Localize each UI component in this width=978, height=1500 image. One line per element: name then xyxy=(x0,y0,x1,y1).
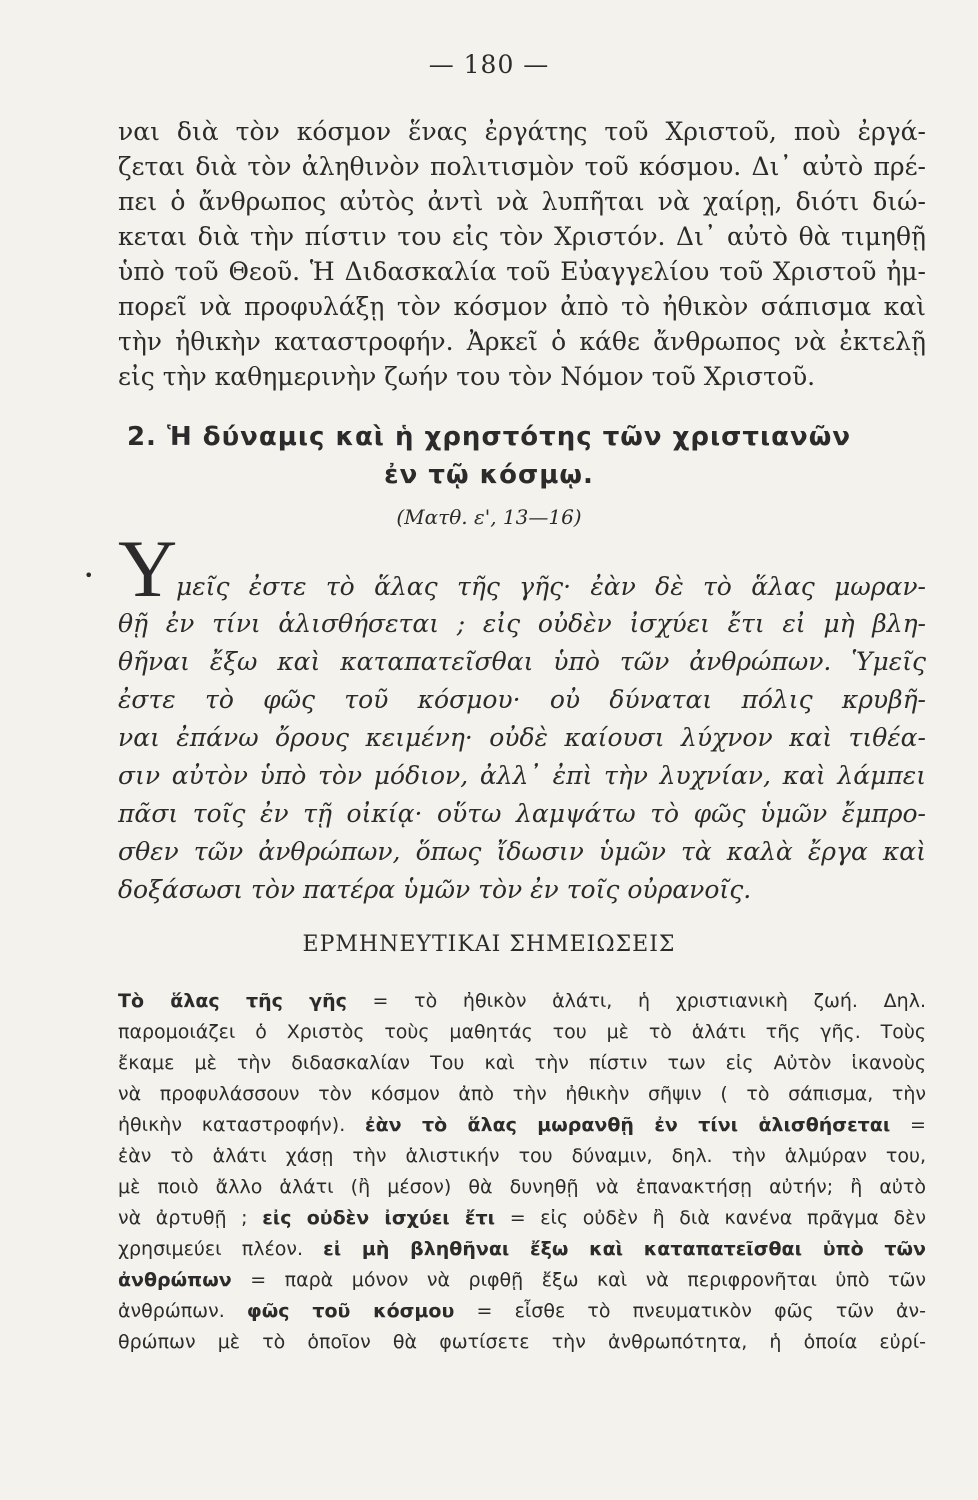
note-line xyxy=(118,1019,926,1045)
paragraph-line: πορεῖ νὰ προφυλάξῃ τὸν κόσμον ἀπὸ τὸ ἠθικὸν σάπισμα καὶ xyxy=(118,292,926,321)
paragraph-line: εἰς τὴν καθημερινὴν ζωήν του τὸν Νόμον τοῦ Χριστοῦ. xyxy=(118,362,816,391)
quote-line: ἐστε τὸ φῶς τοῦ κόσμου· οὐ δύναται πόλις κρυβῆ- xyxy=(118,685,926,714)
paragraph-line: κεται διὰ τὴν πίστιν του εἰς τὸν Χριστόν. Δι᾽ αὐτὸ θὰ τιμηθῇ xyxy=(118,222,926,251)
note-text: χρησιμεύει πλέον. xyxy=(118,1238,324,1260)
quote-line: σθεν τῶν ἀνθρώπων, ὅπως ἴδωσιν ὑμῶν τὰ καλὰ ἔργα καὶ xyxy=(118,837,926,866)
quote-line: μεῖς ἐστε τὸ ἅλας τῆς γῆς· ἐὰν δὲ τὸ ἅλας μωραν- xyxy=(176,572,926,601)
note-term: ἀνθρώπων xyxy=(118,1269,232,1291)
note-text: = εἶσθε τὸ πνευματικὸν φῶς τῶν ἀν- xyxy=(454,1300,926,1322)
note-text: παρομοιάζει ὁ Χριστὸς τοὺς μαθητάς του μὲ τὸ ἁλάτι τῆς γῆς. Τοὺς xyxy=(118,1021,926,1043)
paragraph-line: πει ὁ ἄνθρωπος αὐτὸς ἀντὶ νὰ λυπῆται νὰ χαίρῃ, διότι διώ- xyxy=(118,187,926,216)
notes-title: ΕΡΜΗΝΕΥΤΙΚΑΙ ΣΗΜΕΙΩΣΕΙΣ xyxy=(302,932,676,957)
note-text: θρώπων μὲ τὸ ὁποῖον θὰ φωτίσετε τὴν ἀνθρωπότητα, ἡ ὁποία εὐρί- xyxy=(118,1331,926,1353)
note-line xyxy=(118,1205,926,1231)
note-text: = παρὰ μόνον νὰ ριφθῇ ἔξω καὶ νὰ περιφρονῆται ὑπὸ τῶν xyxy=(231,1269,926,1291)
quote-line: ναι ἐπάνω ὄρους κειμένη· οὐδὲ καίουσι λύχνον καὶ τιθέα- xyxy=(118,723,926,752)
note-term: Τὸ ἅλας τῆς γῆς xyxy=(118,990,347,1012)
quote-line: δοξάσωσι τὸν πατέρα ὑμῶν τὸν ἐν τοῖς οὐρανοῖς. xyxy=(118,875,752,904)
note-line xyxy=(118,1298,926,1324)
note-line xyxy=(118,1236,926,1262)
drop-capital: Υ xyxy=(118,523,178,614)
note-term: φῶς τοῦ κόσμου xyxy=(246,1300,455,1322)
quote-line: θῇ ἐν τίνι ἁλισθήσεται ; εἰς οὐδὲν ἰσχύει ἔτι εἰ μὴ βλη- xyxy=(118,609,926,638)
section-heading-continued: ἐν τῷ κόσμῳ. xyxy=(384,460,594,490)
page-number: — 180 — xyxy=(428,50,550,79)
note-line xyxy=(118,1112,926,1138)
note-text: ἀνθρώπων. xyxy=(118,1300,247,1322)
note-line xyxy=(118,1050,926,1076)
paragraph-line: ναι διὰ τὸν κόσμον ἕνας ἐργάτης τοῦ Χριστοῦ, ποὺ ἐργά- xyxy=(118,117,926,146)
note-line xyxy=(118,1143,926,1169)
note-text: μὲ ποιὸ ἄλλο ἁλάτι (ἢ μέσον) θὰ δυνηθῇ νὰ ἐπανακτήσῃ αὐτήν; ἢ αὐτὸ xyxy=(118,1176,926,1198)
paragraph-line: τὴν ἠθικὴν καταστροφήν. Ἀρκεῖ ὁ κάθε ἄνθρωπος νὰ ἐκτελῇ xyxy=(118,327,926,356)
note-text: = τὸ ἠθικὸν ἁλάτι, ἡ χριστιανικὴ ζωή. Δηλ. xyxy=(346,990,926,1012)
paragraph-line: ὑπὸ τοῦ Θεοῦ. Ἡ Διδασκαλία τοῦ Εὐαγγελίου τοῦ Χριστοῦ ἠμ- xyxy=(118,257,926,286)
note-term: εἰς οὐδὲν ἰσχύει ἔτι xyxy=(262,1207,496,1229)
note-text: ἔκαμε μὲ τὴν διδασκαλίαν Του καὶ τὴν πίστιν των εἰς Αὐτὸν ἱκανοὺς xyxy=(118,1052,926,1074)
margin-mark: • xyxy=(84,566,94,585)
note-term: εἰ μὴ βληθῆναι ἔξω καὶ καταπατεῖσθαι ὑπὸ τῶν xyxy=(323,1238,926,1260)
note-text: νὰ ἀρτυθῇ ; xyxy=(118,1207,263,1229)
note-text: ἐὰν τὸ ἁλάτι χάσῃ τὴν ἁλιστικήν του δύναμιν, δηλ. τὴν ἁλμύραν του, xyxy=(118,1145,926,1167)
note-text: = xyxy=(890,1114,926,1136)
note-line xyxy=(118,988,926,1014)
scripture-reference: (Ματθ. ε', 13—16) xyxy=(396,505,582,529)
note-text: νὰ προφυλάσσουν τὸν κόσμον ἀπὸ τὴν ἠθικὴν σῆψιν ( τὸ σάπισμα, τὴν xyxy=(118,1083,926,1105)
section-heading: 2. Ἡ δύναμις καὶ ἡ χρηστότης τῶν χριστιανῶν xyxy=(126,422,852,452)
note-term: ἐὰν τὸ ἅλας μωρανθῇ ἐν τίνι ἁλισθήσεται xyxy=(365,1114,891,1136)
paragraph-line: ζεται διὰ τὸν ἀληθινὸν πολιτισμὸν τοῦ κόσμου. Δι᾽ αὐτὸ πρέ- xyxy=(118,152,926,181)
note-line xyxy=(118,1267,926,1293)
note-line xyxy=(118,1081,926,1107)
quote-line: θῆναι ἔξω καὶ καταπατεῖσθαι ὑπὸ τῶν ἀνθρώπων. Ὑμεῖς xyxy=(118,647,926,676)
note-line xyxy=(118,1174,926,1200)
quote-line: σιν αὐτὸν ὑπὸ τὸν μόδιον, ἀλλ᾽ ἐπὶ τὴν λυχνίαν, καὶ λάμπει xyxy=(118,761,926,790)
note-text: = εἰς οὐδὲν ἢ διὰ κανένα πρᾶγμα δὲν xyxy=(495,1207,927,1229)
note-text: ἠθικὴν καταστροφήν). xyxy=(118,1114,366,1136)
note-line xyxy=(118,1329,926,1355)
quote-line: πᾶσι τοῖς ἐν τῇ οἰκίᾳ· οὕτω λαμψάτω τὸ φῶς ὑμῶν ἔμπρο- xyxy=(118,799,926,828)
